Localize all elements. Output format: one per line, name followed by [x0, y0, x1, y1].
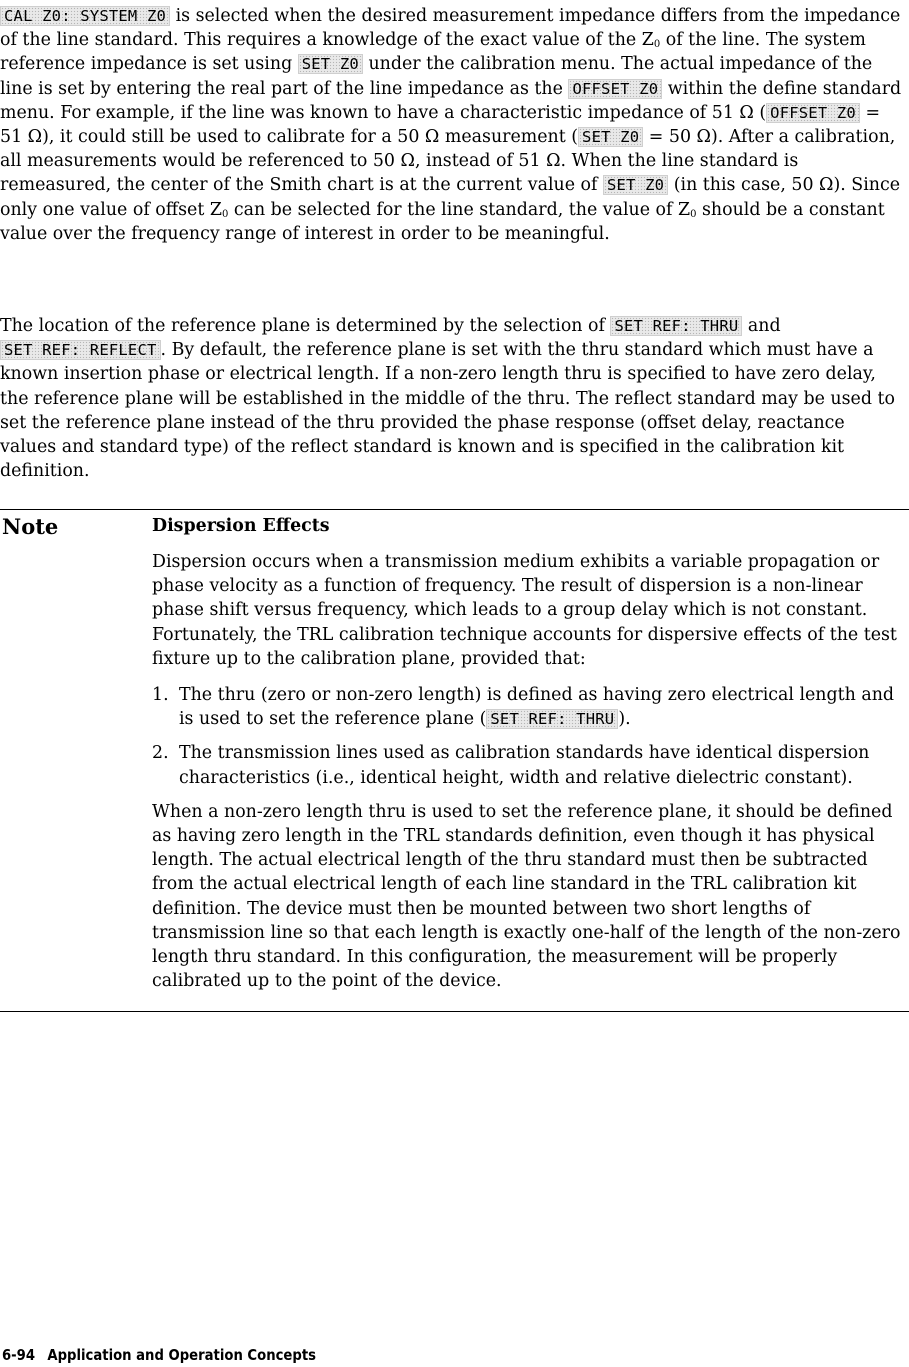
- list-item-text: The transmission lines used as calibration standards have identical dispersion characteristics (i.e., identical height, width and relative dielectric constant).: [179, 743, 870, 788]
- list-item-number: 2.: [152, 743, 169, 764]
- softkey-set-ref-thru: SET REF: THRU: [610, 316, 742, 336]
- text-segment: within the define standard menu. For example, if the line was known to have a characteristic impedance of 51 Ω (: [0, 78, 902, 123]
- text-segment: of the line. The system reference impedance is set using: [0, 30, 866, 75]
- note-label: Note: [2, 514, 59, 539]
- softkey-set-ref-thru: SET REF: THRU: [486, 709, 618, 729]
- softkey-set-z0: SET Z0: [578, 127, 643, 147]
- text-segment: is selected when the desired measurement impedance differs from the impedance of the line standard. This requires a knowledge of the exact value of the Z: [0, 6, 901, 51]
- text-segment: = 51 Ω), it could still be used to calibrate for a 50 Ω measurement (: [0, 102, 881, 148]
- list-item: [152, 741, 909, 789]
- page-footer: [2, 1345, 316, 1365]
- note-bottom-rule: [0, 1011, 909, 1012]
- note-intro: Dispersion occurs when a transmission medium exhibits a variable propagation or phase velocity as a function of frequency. The result of dispersion is a non-linear phase shift versus frequency, which leads to a group delay which is not constant. Fortunately, the TRL calibration technique accounts for dispersive effects of the test fixture up to the calibration plane, provided that:: [152, 552, 897, 669]
- list-item-text: The thru (zero or non-zero length) is defined as having zero electrical length and is used to set the reference plane (: [179, 685, 895, 730]
- section-title: Application and Operation Concepts: [47, 1346, 316, 1364]
- list-item-text: ).: [618, 709, 631, 730]
- text-segment: can be selected for the line standard, the value of Z: [228, 199, 691, 220]
- text-segment: (in this case, 50 Ω). Since only one value of offset Z: [0, 175, 901, 220]
- text-segment: = 50 Ω). After a calibration, all measurements would be referenced to 50 Ω, instead of 51 Ω. When the line standard is remeasured, the center of the Smith chart is at the current value of: [0, 127, 896, 196]
- subscript: 0: [653, 39, 661, 51]
- note-conditions-list: [152, 683, 909, 790]
- note-title: Dispersion Effects: [152, 516, 330, 536]
- paragraph-reference-plane: [0, 314, 905, 483]
- list-item: [152, 683, 909, 731]
- text-segment: The location of the reference plane is determined by the selection of: [0, 316, 611, 336]
- text-segment: . By default, the reference plane is set with the thru standard which must have a known insertion phase or electrical length. If a non-zero length thru is specified to have zero delay, the reference plane will be established in the middle of the thru. The reflect standard may be used to set the reference plane instead of the thru provided the phase response (offset delay, reactance values and standard type) of the reflect standard is known and is specified in the calibration kit definition.: [0, 340, 895, 482]
- text-segment: should be a constant value over the frequency range of interest in order to be meaningful.: [0, 199, 885, 244]
- softkey-set-ref-reflect: SET REF: REFLECT: [0, 340, 161, 360]
- softkey-set-z0: SET Z0: [298, 54, 363, 74]
- note-body: [152, 514, 909, 993]
- softkey-cal-z0-system-z0: CAL Z0: SYSTEM Z0: [0, 6, 170, 26]
- note-closing-paragraph: When a non-zero length thru is used to set the reference plane, it should be defined as having zero length in the TRL standards definition, even though it has physical length. The actual electrical length of the thru standard must then be subtracted from the actual electrical length of each line standard in the TRL calibration kit definition. The device must then be mounted between two short lengths of transmission line so that each length is exactly one-half of the length of the non-zero length thru standard. In this configuration, the measurement will be properly calibrated up to the point of the device.: [152, 801, 901, 992]
- softkey-offset-z0: OFFSET Z0: [766, 103, 860, 123]
- softkey-set-z0: SET Z0: [603, 175, 668, 195]
- softkey-offset-z0: OFFSET Z0: [568, 79, 662, 99]
- text-segment: under the calibration menu. The actual impedance of the line is set by entering the real part of the line impedance as the: [0, 54, 873, 99]
- subscript: 0: [690, 208, 697, 220]
- page-number: 6-94: [2, 1346, 36, 1364]
- text-segment: and: [742, 316, 781, 336]
- paragraph-cal-z0: [0, 4, 905, 246]
- subscript: 0: [221, 208, 229, 220]
- note-top-rule: [0, 509, 909, 510]
- list-item-number: 1.: [152, 685, 169, 706]
